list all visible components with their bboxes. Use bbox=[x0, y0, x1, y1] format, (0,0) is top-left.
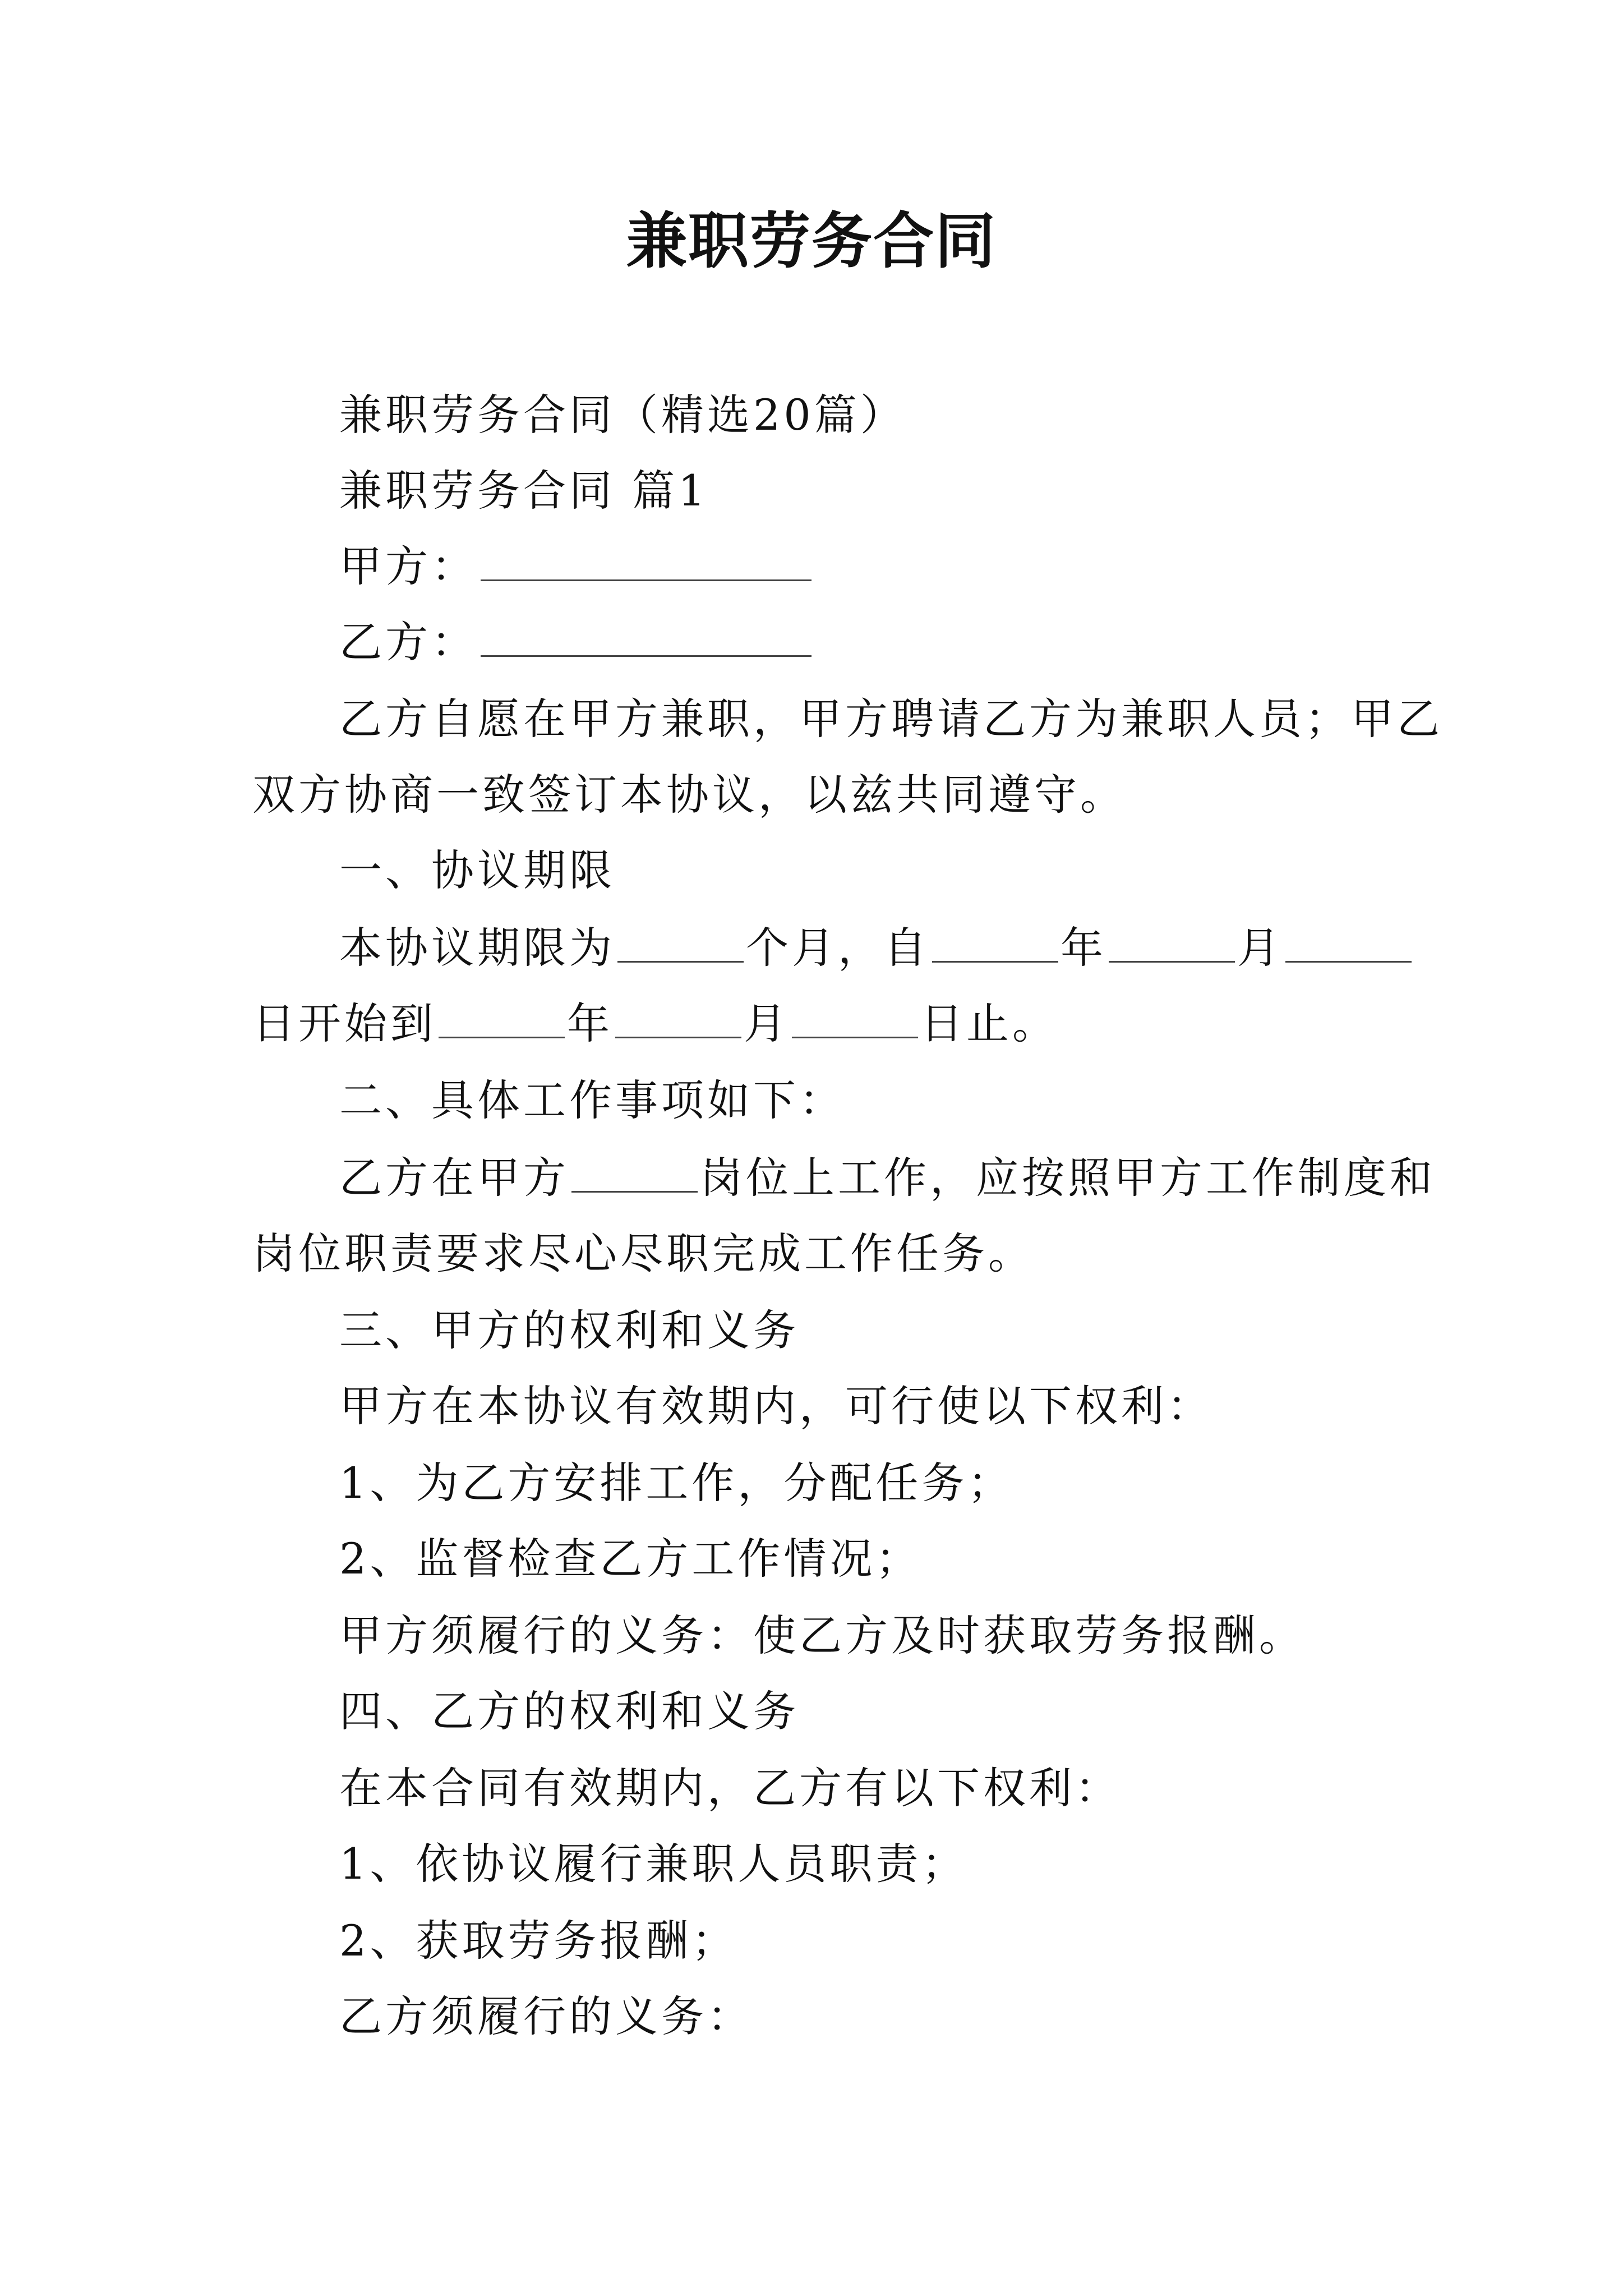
party-a-right-1: 1、为乙方安排工作，分配任务； bbox=[339, 1458, 1014, 1508]
term-text: 本协议期限为 bbox=[339, 923, 615, 973]
party-b-line bbox=[339, 614, 811, 670]
end-month-blank bbox=[615, 1003, 741, 1038]
months-blank bbox=[617, 927, 744, 963]
term-line-2 bbox=[252, 996, 1058, 1052]
heading-party-b-rights: 四、乙方的权利和义务 bbox=[339, 1686, 799, 1736]
start-year-blank bbox=[932, 927, 1058, 963]
section-label: 兼职劳务合同 篇1 bbox=[339, 466, 709, 516]
term-text: 日开始到 bbox=[252, 999, 436, 1048]
term-text: 年 bbox=[1061, 923, 1106, 973]
party-a-line bbox=[339, 539, 811, 595]
heading-term: 一、协议期限 bbox=[339, 845, 615, 895]
start-day-blank bbox=[1285, 927, 1412, 963]
term-text: 月 bbox=[744, 999, 790, 1048]
party-a-rights-intro: 甲方在本协议有效期内，可行使以下权利： bbox=[339, 1381, 1213, 1431]
position-blank bbox=[571, 1157, 698, 1193]
party-b-duty: 乙方须履行的义务： bbox=[339, 1991, 753, 2041]
party-b-right-1: 1、依协议履行兼职人员职责； bbox=[339, 1839, 968, 1889]
term-text: 月 bbox=[1237, 923, 1283, 973]
party-b-rights-intro: 在本合同有效期内，乙方有以下权利： bbox=[339, 1763, 1121, 1813]
intro-paragraph-line-1: 乙方自愿在甲方兼职，甲方聘请乙方为兼职人员；甲乙 bbox=[339, 694, 1443, 744]
document-title: 兼职劳务合同 bbox=[626, 206, 997, 277]
heading-work: 二、具体工作事项如下： bbox=[339, 1075, 845, 1125]
party-b-right-2: 2、获取劳务报酬； bbox=[339, 1916, 738, 1966]
work-text: 乙方在甲方 bbox=[339, 1153, 569, 1203]
heading-party-a-rights: 三、甲方的权利和义务 bbox=[339, 1305, 799, 1355]
work-line-1 bbox=[339, 1150, 1436, 1206]
term-text: 日止。 bbox=[920, 999, 1058, 1048]
party-a-blank bbox=[481, 546, 811, 581]
party-b-label: 乙方： bbox=[339, 617, 477, 667]
term-text: 年 bbox=[567, 999, 613, 1048]
term-line-1 bbox=[339, 920, 1414, 976]
party-a-duty: 甲方须履行的义务：使乙方及时获取劳务报酬。 bbox=[339, 1611, 1305, 1660]
term-text: 个月，自 bbox=[746, 923, 930, 973]
work-text: 岗位上工作，应按照甲方工作制度和 bbox=[700, 1153, 1436, 1203]
party-b-blank bbox=[481, 622, 811, 657]
end-day-blank bbox=[792, 1003, 918, 1038]
intro-paragraph-line-2: 双方协商一致签订本协议，以兹共同遵守。 bbox=[252, 770, 1126, 820]
party-a-right-2: 2、监督检查乙方工作情况； bbox=[339, 1534, 922, 1584]
end-year-blank bbox=[439, 1003, 565, 1038]
start-month-blank bbox=[1109, 927, 1235, 963]
party-a-label: 甲方： bbox=[339, 541, 477, 591]
subtitle: 兼职劳务合同（精选20篇） bbox=[339, 390, 906, 440]
work-line-2: 岗位职责要求尽心尽职完成工作任务。 bbox=[252, 1228, 1034, 1278]
